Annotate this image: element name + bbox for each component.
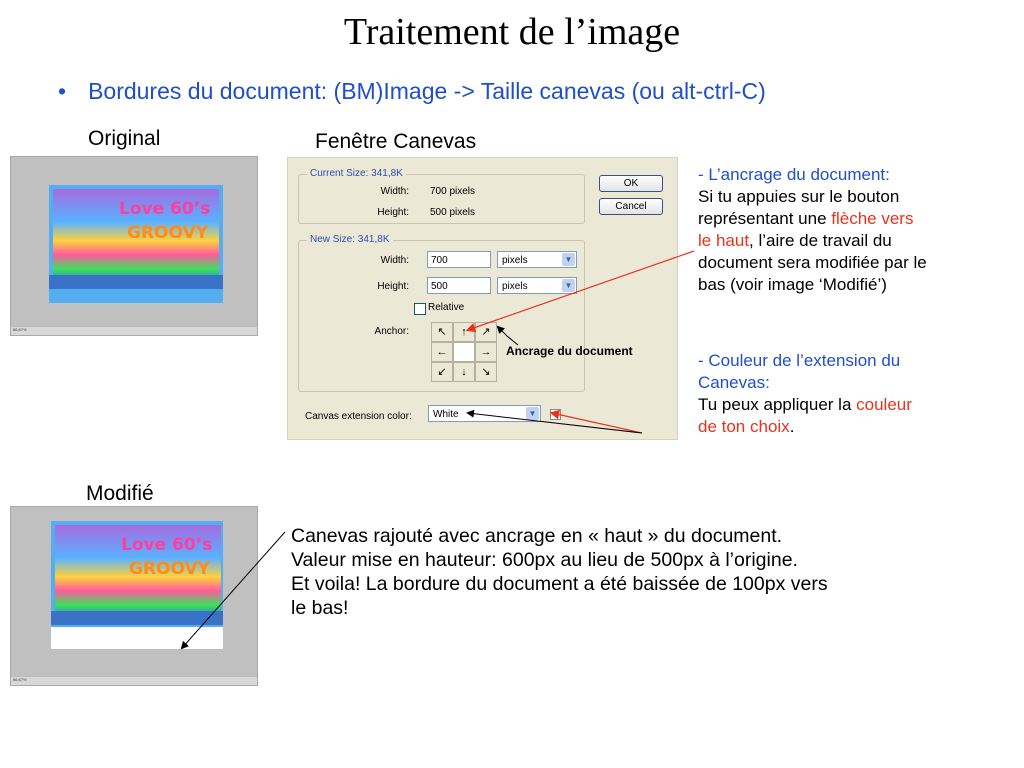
bullet-text: Bordures du document: (BM)Image -> Taille canevas (ou alt-ctrl-C): [88, 78, 766, 104]
black-arrow-callout: [498, 327, 518, 345]
color-note: [698, 350, 1018, 438]
anchor-bottom-right-arrow-icon[interactable]: ↘: [475, 362, 497, 382]
anchor-top-arrow-icon[interactable]: ↑: [453, 322, 475, 342]
description-line2: Valeur mise en hauteur: 600px au lieu de 500px à l’origine.: [291, 549, 798, 571]
chevron-down-icon: ▼: [526, 407, 539, 420]
anchor-right-arrow-icon[interactable]: →: [475, 342, 497, 362]
description-line3: Et voila! La bordure du document a été baissée de 100px vers: [291, 573, 828, 595]
modified-status-bar: 66,67%: [11, 676, 257, 685]
new-height-label: Height:: [377, 281, 409, 292]
anchor-callout-label: Ancrage du document: [506, 344, 633, 358]
slide-title: Traitement de l’image: [343, 11, 681, 53]
anchor-note-line2: représentant une flèche vers: [698, 209, 914, 228]
current-height-value: 500 pixels: [430, 207, 476, 218]
anchor-bottom-arrow-icon[interactable]: ↓: [453, 362, 475, 382]
anchor-note-line5: bas (voir image ‘Modifié’): [698, 275, 887, 294]
anchor-note-line4: document sera modifiée par le: [698, 253, 927, 272]
extension-color-label: Canvas extension color:: [305, 411, 412, 422]
modified-groovy-text: GROOVY: [129, 559, 210, 579]
anchor-bottom-left-arrow-icon[interactable]: ↙: [431, 362, 453, 382]
cancel-button[interactable]: Cancel: [599, 198, 663, 215]
red-arrow-to-anchor: [468, 251, 694, 330]
current-width-value: 700 pixels: [430, 186, 476, 197]
anchor-top-left-arrow-icon[interactable]: ↖: [431, 322, 453, 342]
new-width-input[interactable]: 700: [427, 251, 491, 268]
description-line4: le bas!: [291, 597, 349, 619]
anchor-note-line1: Si tu appuies sur le bouton: [698, 187, 900, 206]
anchor-top-right-arrow-icon[interactable]: ↗: [475, 322, 497, 342]
color-note-line2: de ton choix.: [698, 417, 795, 436]
width-unit-value: pixels: [502, 255, 528, 266]
anchor-note-heading: - L’ancrage du document:: [698, 165, 890, 184]
anchor-note-line3: le haut, l’aire de travail du: [698, 231, 892, 250]
color-note-heading2: Canevas:: [698, 373, 770, 392]
new-size-legend: New Size: 341,8K: [307, 234, 393, 245]
bullet-dot: •: [58, 78, 67, 104]
extension-color-value: White: [433, 409, 459, 420]
anchor-left-arrow-icon[interactable]: ←: [431, 342, 453, 362]
new-width-label: Width:: [380, 255, 409, 266]
anchor-label: Anchor:: [374, 326, 409, 337]
art-love-text: Love 60’s: [119, 199, 211, 219]
chevron-down-icon: ▼: [562, 253, 575, 266]
color-note-heading1: - Couleur de l’extension du: [698, 351, 901, 370]
modification-description: [291, 524, 1011, 620]
description-line1: Canevas rajouté avec ancrage en « haut » du document.: [291, 525, 783, 547]
relative-label: Relative: [428, 302, 465, 313]
black-arrow-to-modified: [182, 532, 285, 648]
new-height-input[interactable]: 500: [427, 277, 491, 294]
color-note-line1: Tu peux appliquer la couleur: [698, 395, 912, 414]
current-height-label: Height:: [377, 207, 409, 218]
current-size-legend: Current Size: 341,8K: [307, 168, 406, 179]
red-arrow-to-swatch: [552, 413, 642, 433]
black-arrow-to-select: [468, 413, 642, 433]
current-width-label: Width:: [380, 186, 409, 197]
label-original: Original: [88, 127, 161, 150]
label-canvas-window: Fenêtre Canevas: [315, 130, 477, 153]
art-groovy-text: GROOVY: [127, 223, 208, 243]
ok-button[interactable]: OK: [599, 175, 663, 192]
modified-love-text: Love 60’s: [121, 535, 213, 555]
label-modified: Modifié: [86, 482, 154, 505]
height-unit-value: pixels: [502, 281, 528, 292]
anchor-note: [698, 164, 1018, 296]
chevron-down-icon: ▼: [562, 279, 575, 292]
original-status-bar: 66,67%: [11, 326, 257, 335]
